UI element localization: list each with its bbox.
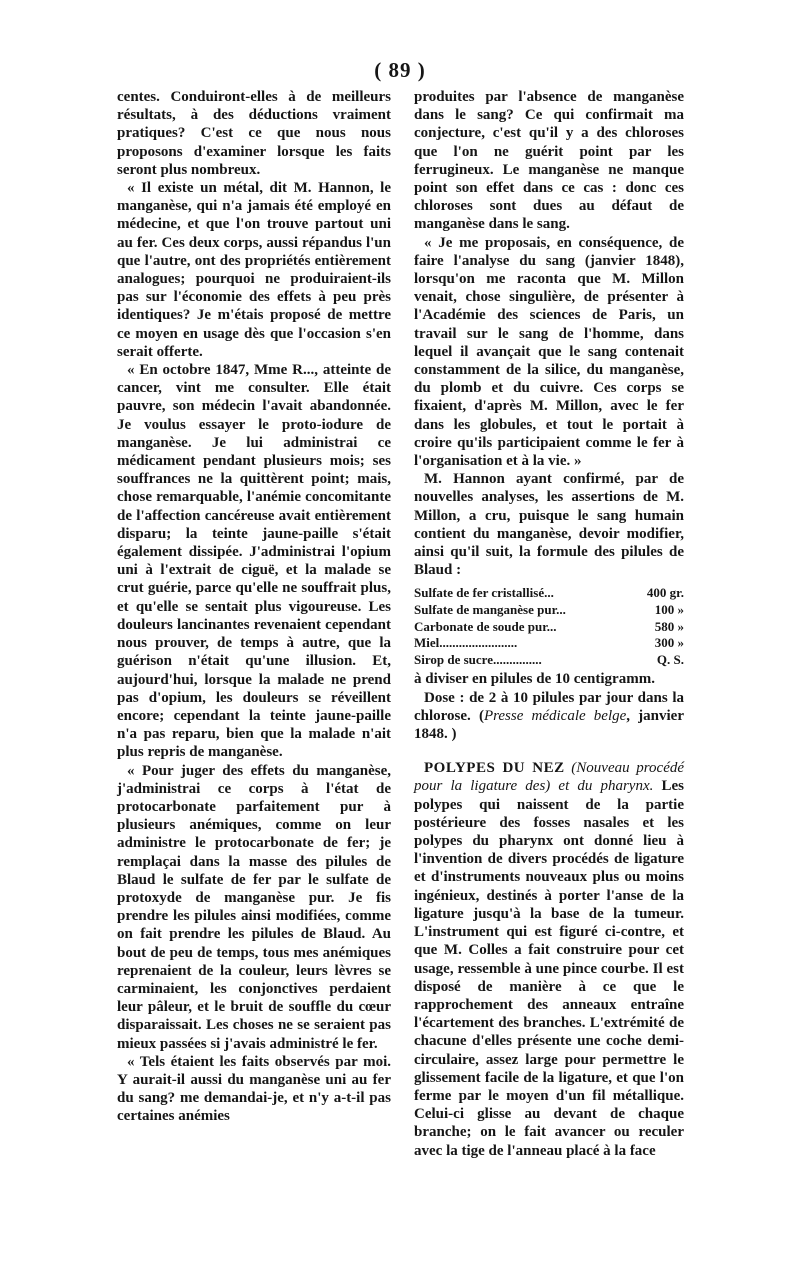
- paragraph: « Tels étaient les faits observés par moi. Y aurait-il aussi du manganèse uni au fer du sang? me demandai-je, et n'y a-t-il pas certaines anémies: [117, 1053, 391, 1125]
- ingredient-name: Sirop de sucre...............: [414, 651, 542, 667]
- paragraph: « En octobre 1847, Mme R..., atteinte de cancer, vint me consulter. Elle était pauvre, son médecin l'avait abandonnée. Je voulus essayer le proto-iodure de manganèse. Je lui administrai ce médicament pendant plusieurs mois; ses souffrances ne la quittèrent point; mais, chose remarquable, l'anémie concomitante de l'affection cancéreuse avait entièrement disparu; la teinte jaune-paille s'était également dissipée. J'administrai l'opium uni à l'extrait de ciguë, et la malade se crut guérie, parce qu'elle ne souffrait plus, et qu'elle se sentait plus vigoureuse. Les douleurs lancinantes revenaient cependant nous prouver, de temps à autre, que la guérison n'était qu'une illusion. Et, aujourd'hui, lorsque la malade ne prend pas d'opium, les douleurs se réveillent encore; cependant la teinte jaune-paille n'a pas reparu, bien que la malade n'ait plus repris de manganèse.: [117, 362, 391, 761]
- ingredient-quantity: 300 »: [654, 635, 684, 651]
- article-heading: [414, 759, 684, 1159]
- formula-row: [414, 585, 684, 602]
- article-subtitle: (Nouveau procédé pour la ligature des) et du pharynx.: [414, 760, 685, 795]
- formula-note: à diviser en pilules de 10 centigramm.: [414, 671, 655, 688]
- formula-row: [414, 619, 684, 636]
- formula-table: [414, 585, 684, 668]
- ingredient-quantity: Q. S.: [656, 651, 684, 667]
- page-number: ( 89 ): [374, 58, 426, 82]
- ingredient-name: Carbonate de soude pur...: [414, 618, 557, 634]
- paragraph: centes. Conduiront-elles à de meilleurs résultats, à des déductions vraiment pratiques? C'est ce que nous nous proposons d'examiner lorsque les faits seront plus nombreux.: [117, 89, 391, 178]
- paragraph: M. Hannon ayant confirmé, par de nouvelles analyses, les assertions de M. Millon, a cru, puisque le sang humain contient du manganèse, devoir modifier, ainsi qu'il suit, la formule des pilules de Blaud :: [414, 471, 684, 579]
- paragraph: « Pour juger des effets du manganèse, j'administrai ce corps à l'état de protocarbonate parfaitement pur à plusieurs anémiques, comme on leur administre le protocarbonate de fer; je remplaçai dans la masse des pilules de Blaud le sulfate de fer par le sulfate de protoxyde de manganèse pur. Je fis prendre les pilules ainsi modifiées, comme on fait prendre les pilules de Blaud. Au bout de peu de temps, tous mes anémiques reprenaient de la couleur, leurs lèvres se carminaient, les conjonctives perdaient leur pâleur, et le bruit de souffle du cœur disparaissait. Les choses ne se seraient pas mieux passées si j'avais administré le fer.: [117, 762, 391, 1052]
- formula-row: [414, 652, 684, 669]
- dose-paragraph: [414, 689, 684, 744]
- right-column: [414, 88, 684, 1160]
- left-column: [117, 88, 391, 1126]
- article-title: POLYPES DU NEZ: [424, 760, 565, 777]
- formula-row: [414, 602, 684, 619]
- source-citation: Presse médicale belge: [483, 707, 627, 724]
- ingredient-name: Miel........................: [414, 635, 518, 651]
- paragraph: « Il existe un métal, dit M. Hannon, le manganèse, qui n'a jamais été employé en médecine, et que l'on trouve partout uni au fer. Ces deux corps, aussi répandus l'un que l'autre, ont des propriétés entièrement analogues; pourquoi ne produiraient-ils pas sur l'économie des effets à peu près identiques? Je m'étais proposé de mettre ce moyen en usage dès que l'occasion s'en serait offerte.: [117, 180, 391, 360]
- ingredient-name: Sulfate de fer cristallisé...: [414, 585, 554, 601]
- ingredient-quantity: 580 »: [654, 618, 684, 634]
- ingredient-name: Sulfate de manganèse pur...: [414, 602, 566, 618]
- article-body: Les polypes qui naissent de la partie postérieure des fosses nasales et les polypes du pharynx ont donné lieu à l'invention de divers procédés de ligature et d'instruments nouveaux plus ou moins ingénieux, destinés à porter l'anse de la ligature jusqu'à la base de la tumeur. L'instrument qui est figuré ci-contre, et que M. Colles a fait construire pour cet usage, ressemble à une pince courbe. Il est disposé de manière à ce que le rapprochement des anneaux entraîne l'écartement des branches. L'extrémité de chacune d'elles présente une coche demi-circulaire, assez large pour permettre le glissement facile de la ligature, et que l'on ferme par le moyen d'un fil métallique. Celui-ci glisse au devant de chaque branche; on le fait avancer ou reculer avec la tige de l'anneau placé à la face: [414, 778, 684, 1159]
- paragraph: « Je me proposais, en conséquence, de faire l'analyse du sang (janvier 1848), lorsqu'on me raconta que M. Millon venait, chose singulière, de présenter à l'Académie des sciences de Paris, un travail sur le sang de l'homme, dans lequel il avançait que le sang contenait constamment de la silice, du manganèse, du plomb et du cuivre. Ces corps se fixaient, d'après M. Millon, avec le fer dans les globules, et tout le portait à croire qu'ils participaient comme le fer à l'organisation et à la vie. »: [414, 234, 684, 470]
- ingredient-quantity: 100 »: [654, 602, 684, 618]
- formula-row: [414, 635, 684, 652]
- ingredient-quantity: 400 gr.: [646, 585, 684, 601]
- dose-text: Dose : de 2 à 10 pilules par jour dans la chlorose. (: [414, 689, 684, 724]
- paragraph: produites par l'absence de manganèse dans le sang? Ce qui confirmait ma conjecture, c'est qu'il y a des chloroses que l'on ne guérit point par les ferrugineux. Le manganèse ne manque point son effet dans ce cas : donc ces chloroses sont dues au défaut de manganèse dans le sang.: [414, 89, 684, 233]
- source-date: , janvier 1848. ): [414, 707, 684, 743]
